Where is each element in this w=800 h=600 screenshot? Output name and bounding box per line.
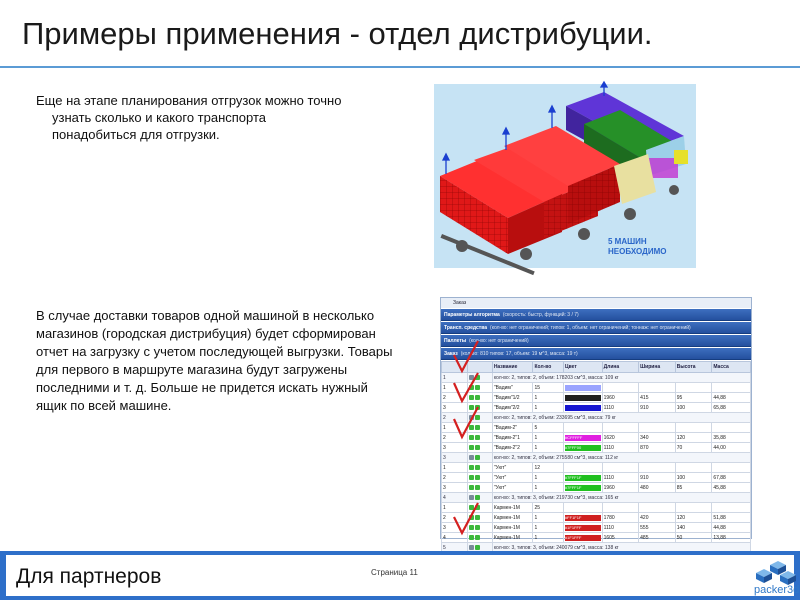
item-height: 100: [675, 473, 712, 483]
green-arrow-icon[interactable]: [469, 435, 474, 440]
row-icons: [468, 483, 492, 493]
item-length: [602, 423, 639, 433]
color-swatch[interactable]: #1F1FFF: [565, 525, 601, 531]
color-swatch[interactable]: [565, 405, 601, 411]
item-mass: 45,88: [712, 483, 751, 493]
table-row[interactable]: [442, 413, 751, 423]
item-name: "Вадим-2": [492, 423, 533, 433]
green-arrow-icon[interactable]: [475, 395, 480, 400]
row-icons: [468, 433, 492, 443]
section-bar-label: Трансп. средства: [444, 324, 488, 331]
distribution-paragraph: В случае доставки товаров одной машиной в несколько магазинов (городская дистрибуция) будет сформирован отчет на загрузку с учетом последующей выгрузки. Товары для первого в маршруте магазина будут загружены последними и т. д. Больше не придется искать нужный ящик по всей машине.: [36, 308, 393, 413]
item-qty: 1: [533, 483, 563, 493]
row-number: 3: [442, 483, 468, 493]
section-bar-detail: (кол-во: нет ограничений; типов: 1, объем: нет ограничений; тоннаж: нет ограничений): [490, 324, 691, 331]
item-qty: 1: [533, 433, 563, 443]
green-arrow-icon[interactable]: [475, 465, 480, 470]
item-name: "Уют": [492, 483, 533, 493]
green-arrow-icon[interactable]: [475, 485, 480, 490]
section-bar-label: Заказ: [444, 350, 458, 357]
packer3d-logo: [748, 555, 798, 597]
green-arrow-icon[interactable]: [475, 445, 480, 450]
item-qty: 1: [533, 533, 563, 543]
row-icons: [468, 493, 492, 503]
green-arrow-icon[interactable]: [475, 495, 480, 500]
column-header[interactable]: Ширина: [639, 362, 676, 373]
green-arrow-icon[interactable]: [469, 425, 474, 430]
row-number: 1: [442, 423, 468, 433]
edit-icon[interactable]: [469, 545, 474, 550]
table-row[interactable]: [442, 473, 751, 483]
green-arrow-icon[interactable]: [475, 425, 480, 430]
column-header[interactable]: Высота: [675, 362, 712, 373]
item-width: 910: [639, 403, 676, 413]
section-bar[interactable]: [441, 348, 751, 360]
page-number: Страница 11: [371, 568, 418, 577]
table-row[interactable]: [442, 523, 751, 533]
color-swatch[interactable]: [565, 385, 601, 391]
item-qty: 1: [533, 393, 563, 403]
item-qty: 1: [533, 513, 563, 523]
planning-paragraph: [36, 92, 386, 143]
item-mass: [712, 423, 751, 433]
column-header[interactable]: Кол-во: [533, 362, 563, 373]
item-mass: 67,88: [712, 473, 751, 483]
table-row[interactable]: [442, 423, 751, 433]
row-icons: [468, 393, 492, 403]
item-qty: 1: [533, 473, 563, 483]
row-icons: [468, 503, 492, 513]
item-length: 1960: [602, 483, 639, 493]
table-row[interactable]: [442, 483, 751, 493]
item-height: 85: [675, 483, 712, 493]
row-number: 1: [442, 383, 468, 393]
table-row[interactable]: [442, 393, 751, 403]
item-height: 120: [675, 513, 712, 523]
item-height: [675, 423, 712, 433]
item-length: 1110: [602, 473, 639, 483]
item-width: [639, 503, 676, 513]
item-name: Кармен-1М: [492, 513, 533, 523]
item-qty: 1: [533, 443, 563, 453]
item-name: "Вадим-2"1: [492, 433, 533, 443]
item-name: "Вадим"1/2: [492, 393, 533, 403]
truck-loading-image: [434, 84, 696, 268]
row-icons: [468, 423, 492, 433]
row-icons: [468, 453, 492, 463]
color-cell: [563, 533, 602, 543]
order-sheet: [440, 297, 752, 551]
item-mass: [712, 503, 751, 513]
section-bar-label: Параметры алгоритма: [444, 311, 500, 318]
color-swatch[interactable]: [565, 395, 601, 401]
green-arrow-icon[interactable]: [469, 465, 474, 470]
color-cell: [563, 513, 602, 523]
footer-audience: Для партнеров: [16, 565, 162, 588]
truck-caption-line-2: НЕОБХОДИМО: [608, 247, 667, 256]
row-icons: [468, 383, 492, 393]
color-cell: [563, 383, 602, 393]
item-mass: [712, 463, 751, 473]
table-row[interactable]: [442, 433, 751, 443]
table-row[interactable]: [442, 443, 751, 453]
green-arrow-icon[interactable]: [475, 385, 480, 390]
item-length: 1605: [602, 533, 639, 543]
green-arrow-icon[interactable]: [475, 405, 480, 410]
color-swatch[interactable]: #7FFF1F: [565, 485, 601, 491]
color-swatch[interactable]: #1F1FFF: [565, 535, 601, 541]
green-arrow-icon[interactable]: [469, 405, 474, 410]
row-number: 3: [442, 403, 468, 413]
green-arrow-icon[interactable]: [469, 505, 474, 510]
row-number: 3: [442, 453, 468, 463]
section-bar[interactable]: [441, 309, 751, 321]
item-name: Кармен-1М: [492, 533, 533, 543]
color-cell: [563, 463, 602, 473]
truck-caption: [608, 237, 666, 257]
color-swatch[interactable]: #7FFF00: [565, 445, 601, 451]
row-number: 2: [442, 433, 468, 443]
item-length: 1960: [602, 393, 639, 403]
row-icons: [468, 403, 492, 413]
row-icons: [468, 413, 492, 423]
item-width: 480: [639, 483, 676, 493]
item-width: 415: [639, 393, 676, 403]
color-cell: [563, 473, 602, 483]
row-icons: [468, 513, 492, 523]
column-header[interactable]: Название: [492, 362, 533, 373]
green-arrow-icon[interactable]: [475, 375, 480, 380]
footer-bar: [0, 551, 800, 600]
section-bar-detail: (кол-во: 810 типов: 17, объем: 19 м^3, масса: 19 т): [460, 350, 578, 357]
table-row[interactable]: [442, 533, 751, 543]
row-number: 1: [442, 373, 468, 383]
row-number: 1: [442, 463, 468, 473]
item-height: [675, 383, 712, 393]
item-width: 910: [639, 473, 676, 483]
table-row[interactable]: [442, 453, 751, 463]
table-row[interactable]: [442, 383, 751, 393]
item-height: 140: [675, 523, 712, 533]
green-arrow-icon[interactable]: [469, 475, 474, 480]
column-header[interactable]: Цвет: [563, 362, 602, 373]
green-arrow-icon[interactable]: [475, 475, 480, 480]
row-number: 2: [442, 513, 468, 523]
order-sheet-title: Заказ: [441, 298, 751, 308]
order-sheet-bars: [441, 309, 751, 360]
item-width: [639, 423, 676, 433]
item-name: "Вадим-2"2: [492, 443, 533, 453]
section-bar-detail: (скорость: быстр, функций: 3 / 7): [502, 311, 579, 318]
color-swatch[interactable]: #CFFFFF: [565, 435, 601, 441]
edit-icon[interactable]: [469, 415, 474, 420]
column-header[interactable]: Масса: [712, 362, 751, 373]
table-row[interactable]: [442, 493, 751, 503]
page-title: Примеры применения - отдел дистрибуции.: [22, 16, 653, 51]
row-number: 1: [442, 503, 468, 513]
green-arrow-icon[interactable]: [469, 535, 474, 540]
edit-icon[interactable]: [469, 375, 474, 380]
row-number: 2: [442, 413, 468, 423]
item-length: 1110: [602, 403, 639, 413]
column-header[interactable]: [442, 362, 468, 373]
title-divider: [0, 66, 800, 68]
table-row[interactable]: [442, 513, 751, 523]
item-width: 870: [639, 443, 676, 453]
green-arrow-icon[interactable]: [475, 505, 480, 510]
row-number: 2: [442, 393, 468, 403]
item-qty: 12: [533, 463, 563, 473]
green-arrow-icon[interactable]: [475, 535, 480, 540]
color-cell: [563, 433, 602, 443]
green-arrow-icon[interactable]: [469, 525, 474, 530]
cubes-icon: [748, 555, 798, 585]
item-mass: 44,88: [712, 523, 751, 533]
table-row[interactable]: [442, 373, 751, 383]
item-mass: [712, 383, 751, 393]
item-name: "Уют": [492, 473, 533, 483]
item-length: 1110: [602, 443, 639, 453]
row-icons: [468, 473, 492, 483]
color-cell: [563, 403, 602, 413]
row-icons: [468, 373, 492, 383]
row-number: 3: [442, 523, 468, 533]
green-arrow-icon[interactable]: [475, 545, 480, 550]
item-name: "Уют": [492, 463, 533, 473]
item-length: 1620: [602, 433, 639, 443]
row-icons: [468, 463, 492, 473]
item-mass: 65,88: [712, 403, 751, 413]
item-width: [639, 463, 676, 473]
green-arrow-icon[interactable]: [469, 445, 474, 450]
green-arrow-icon[interactable]: [475, 525, 480, 530]
edit-icon[interactable]: [469, 455, 474, 460]
section-bar[interactable]: [441, 322, 751, 334]
item-name: Кармен-1М: [492, 523, 533, 533]
section-bar-label: Паллеты: [444, 337, 467, 344]
item-name: "Вадим"2/2: [492, 403, 533, 413]
item-length: [602, 463, 639, 473]
row-icons: [468, 533, 492, 543]
section-bar-detail: (кол-во: нет ограничений): [469, 337, 529, 344]
edit-icon[interactable]: [469, 495, 474, 500]
table-row[interactable]: [442, 503, 751, 513]
row-icons: [468, 443, 492, 453]
color-swatch[interactable]: #7FFF1F: [565, 475, 601, 481]
green-arrow-icon[interactable]: [475, 435, 480, 440]
table-row[interactable]: [442, 463, 751, 473]
color-cell: [563, 503, 602, 513]
item-qty: 1: [533, 523, 563, 533]
order-table-header: [442, 362, 751, 373]
planning-line-2: узнать сколько и какого транспорта: [52, 110, 267, 125]
row-number: 4: [442, 533, 468, 543]
group-summary: кол-во: 3, типов: 3, объем: 240079 см^3, масса: 138 кг: [492, 543, 750, 553]
item-qty: 15: [533, 383, 563, 393]
column-header[interactable]: Длина: [602, 362, 639, 373]
green-arrow-icon[interactable]: [475, 455, 480, 460]
item-width: 485: [639, 533, 676, 543]
item-length: 1780: [602, 513, 639, 523]
table-row[interactable]: [442, 403, 751, 413]
item-height: [675, 463, 712, 473]
item-length: [602, 383, 639, 393]
green-arrow-icon[interactable]: [469, 515, 474, 520]
green-arrow-icon[interactable]: [475, 415, 480, 420]
green-arrow-icon[interactable]: [475, 515, 480, 520]
column-header[interactable]: [468, 362, 492, 373]
item-name: "Вадим": [492, 383, 533, 393]
color-cell: [563, 483, 602, 493]
item-length: [602, 503, 639, 513]
item-height: 100: [675, 403, 712, 413]
green-arrow-icon[interactable]: [469, 395, 474, 400]
item-length: 1110: [602, 523, 639, 533]
item-qty: 25: [533, 503, 563, 513]
group-summary: кол-во: 2, типов: 2, объем: 275580 см^3, масса: 112 кг: [492, 453, 750, 463]
item-height: 50: [675, 533, 712, 543]
row-number: 4: [442, 493, 468, 503]
group-summary: кол-во: 3, типов: 3, объем: 219730 см^3, масса: 165 кг: [492, 493, 750, 503]
item-width: 340: [639, 433, 676, 443]
planning-line-1: Еще на этапе планирования отгрузок можно точно: [36, 93, 342, 108]
green-arrow-icon[interactable]: [469, 485, 474, 490]
green-arrow-icon[interactable]: [469, 385, 474, 390]
section-bar[interactable]: [441, 335, 751, 347]
planning-line-3: понадобиться для отгрузки.: [52, 127, 220, 142]
color-cell: [563, 393, 602, 403]
item-qty: 1: [533, 403, 563, 413]
item-mass: 51,88: [712, 513, 751, 523]
group-summary: кол-во: 2, типов: 2, объем: 178203 см^3, масса: 109 кг: [492, 373, 750, 383]
item-qty: 5: [533, 423, 563, 433]
row-number: 5: [442, 543, 468, 553]
item-height: 70: [675, 443, 712, 453]
color-cell: [563, 523, 602, 533]
item-height: 120: [675, 433, 712, 443]
group-summary: кол-во: 2, типов: 2, объем: 233695 см^3, масса: 79 кг: [492, 413, 750, 423]
item-width: [639, 383, 676, 393]
color-cell: [563, 443, 602, 453]
item-width: 555: [639, 523, 676, 533]
logo-text: packer3d: [754, 584, 800, 596]
item-width: 420: [639, 513, 676, 523]
row-number: 2: [442, 473, 468, 483]
item-name: Кармен-1М: [492, 503, 533, 513]
item-height: 95: [675, 393, 712, 403]
item-mass: 44,00: [712, 443, 751, 453]
color-swatch[interactable]: #FF1F1F: [565, 515, 601, 521]
truck-caption-line-1: 5 МАШИН: [608, 237, 647, 246]
item-mass: 44,88: [712, 393, 751, 403]
item-height: [675, 503, 712, 513]
item-mass: 13,88: [712, 533, 751, 543]
item-mass: 35,88: [712, 433, 751, 443]
row-icons: [468, 523, 492, 533]
row-number: 3: [442, 443, 468, 453]
footer-panel: [6, 555, 800, 596]
color-cell: [563, 423, 602, 433]
